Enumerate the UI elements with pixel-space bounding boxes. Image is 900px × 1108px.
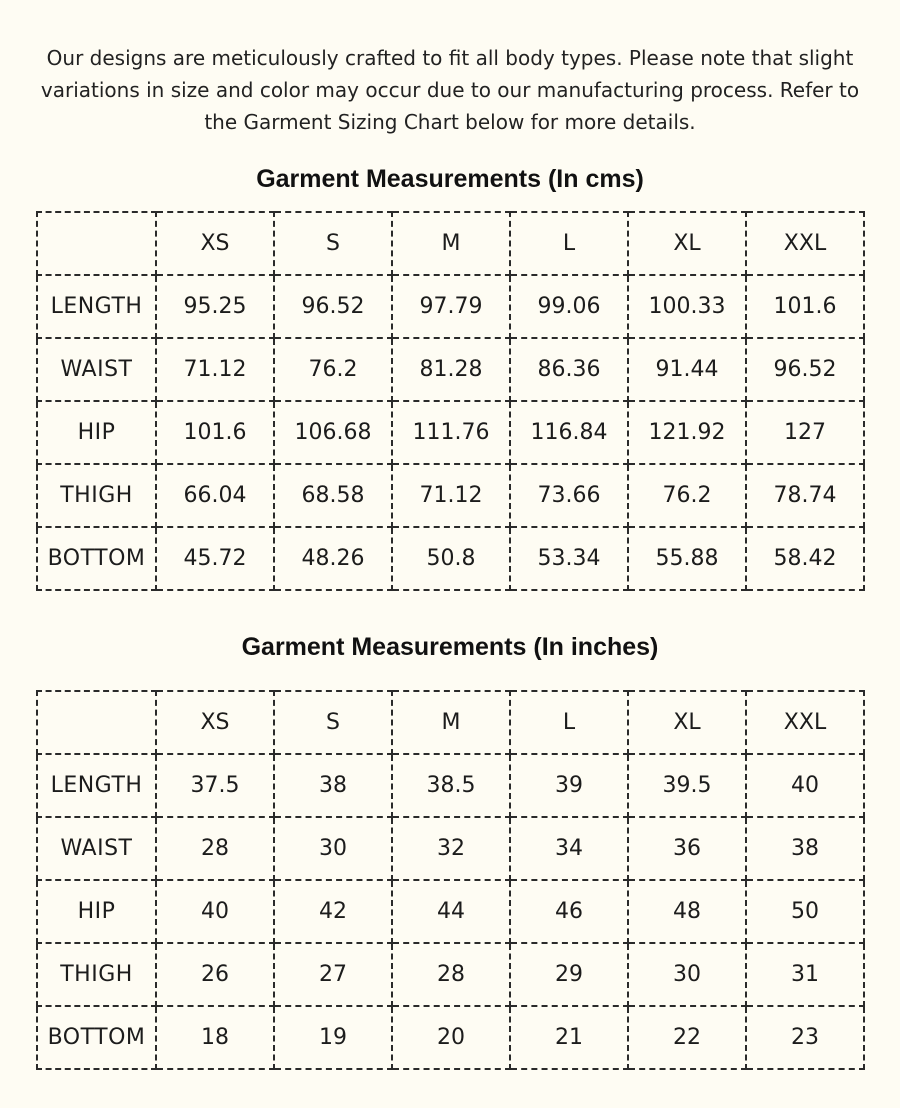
table-row [37,338,864,401]
measurement-cell: 19 [274,1006,392,1069]
row-label: HIP [37,401,156,464]
measurement-cell: 96.52 [746,338,864,401]
measurement-cell: 95.25 [156,275,274,338]
measurement-cell: 116.84 [510,401,628,464]
size-header: L [510,691,628,754]
row-label: LENGTH [37,275,156,338]
measurement-cell: 96.52 [274,275,392,338]
size-header: XL [628,212,746,275]
table-row [37,754,864,817]
measurement-cell: 100.33 [628,275,746,338]
table-row [37,817,864,880]
measurement-cell: 44 [392,880,510,943]
measurement-cell: 34 [510,817,628,880]
measurement-cell: 23 [746,1006,864,1069]
measurement-cell: 55.88 [628,527,746,590]
measurement-cell: 86.36 [510,338,628,401]
measurement-cell: 81.28 [392,338,510,401]
measurement-cell: 76.2 [628,464,746,527]
measurement-cell: 101.6 [156,401,274,464]
row-label: HIP [37,880,156,943]
measurement-cell: 76.2 [274,338,392,401]
measurement-cell: 18 [156,1006,274,1069]
measurement-cell: 48.26 [274,527,392,590]
size-header: XL [628,691,746,754]
measurement-cell: 37.5 [156,754,274,817]
header-row [37,691,864,754]
measurement-cell: 127 [746,401,864,464]
measurement-cell: 28 [156,817,274,880]
measurement-cell: 58.42 [746,527,864,590]
table-row [37,943,864,1006]
row-label: BOTTOM [37,527,156,590]
corner-cell [37,212,156,275]
table-row [37,880,864,943]
size-header: S [274,212,392,275]
measurement-cell: 66.04 [156,464,274,527]
measurement-cell: 29 [510,943,628,1006]
measurement-cell: 30 [274,817,392,880]
size-header: M [392,212,510,275]
measurement-cell: 71.12 [392,464,510,527]
measurement-cell: 71.12 [156,338,274,401]
size-header: XXL [746,212,864,275]
measurement-cell: 39.5 [628,754,746,817]
measurement-cell: 36 [628,817,746,880]
measurement-cell: 111.76 [392,401,510,464]
measurement-cell: 68.58 [274,464,392,527]
table-title-inches: Garment Measurements (In inches) [241,633,659,661]
measurement-cell: 38 [274,754,392,817]
table-row [37,1006,864,1069]
measurement-cell: 99.06 [510,275,628,338]
size-table-inches [36,690,865,1070]
measurement-cell: 30 [628,943,746,1006]
size-header: M [392,691,510,754]
measurement-cell: 73.66 [510,464,628,527]
measurement-cell: 40 [156,880,274,943]
measurement-cell: 38 [746,817,864,880]
measurement-cell: 22 [628,1006,746,1069]
measurement-cell: 50 [746,880,864,943]
row-label: WAIST [37,817,156,880]
measurement-cell: 26 [156,943,274,1006]
table-row [37,464,864,527]
measurement-cell: 40 [746,754,864,817]
measurement-cell: 28 [392,943,510,1006]
measurement-cell: 39 [510,754,628,817]
measurement-cell: 53.34 [510,527,628,590]
size-header: XS [156,691,274,754]
measurement-cell: 31 [746,943,864,1006]
measurement-cell: 46 [510,880,628,943]
header-row [37,212,864,275]
measurement-cell: 121.92 [628,401,746,464]
measurement-cell: 45.72 [156,527,274,590]
table-row [37,275,864,338]
table-row [37,401,864,464]
measurement-cell: 21 [510,1006,628,1069]
measurement-cell: 101.6 [746,275,864,338]
measurement-cell: 32 [392,817,510,880]
measurement-cell: 50.8 [392,527,510,590]
size-header: XS [156,212,274,275]
measurement-cell: 27 [274,943,392,1006]
measurement-cell: 91.44 [628,338,746,401]
size-header: XXL [746,691,864,754]
row-label: WAIST [37,338,156,401]
table-row [37,527,864,590]
measurement-cell: 97.79 [392,275,510,338]
measurement-cell: 20 [392,1006,510,1069]
row-label: LENGTH [37,754,156,817]
table-title-cms: Garment Measurements (In cms) [256,165,644,193]
corner-cell [37,691,156,754]
intro-text: Our designs are meticulously crafted to fit all body types. Please note that slight variations in size and color may occur due to our manufacturing process. Refer to the Garment Sizing Chart below for more details. [40,46,860,134]
measurement-cell: 42 [274,880,392,943]
size-table-cms [36,211,865,591]
size-header: L [510,212,628,275]
size-header: S [274,691,392,754]
row-label: THIGH [37,464,156,527]
row-label: THIGH [37,943,156,1006]
measurement-cell: 38.5 [392,754,510,817]
row-label: BOTTOM [37,1006,156,1069]
measurement-cell: 48 [628,880,746,943]
measurement-cell: 106.68 [274,401,392,464]
measurement-cell: 78.74 [746,464,864,527]
